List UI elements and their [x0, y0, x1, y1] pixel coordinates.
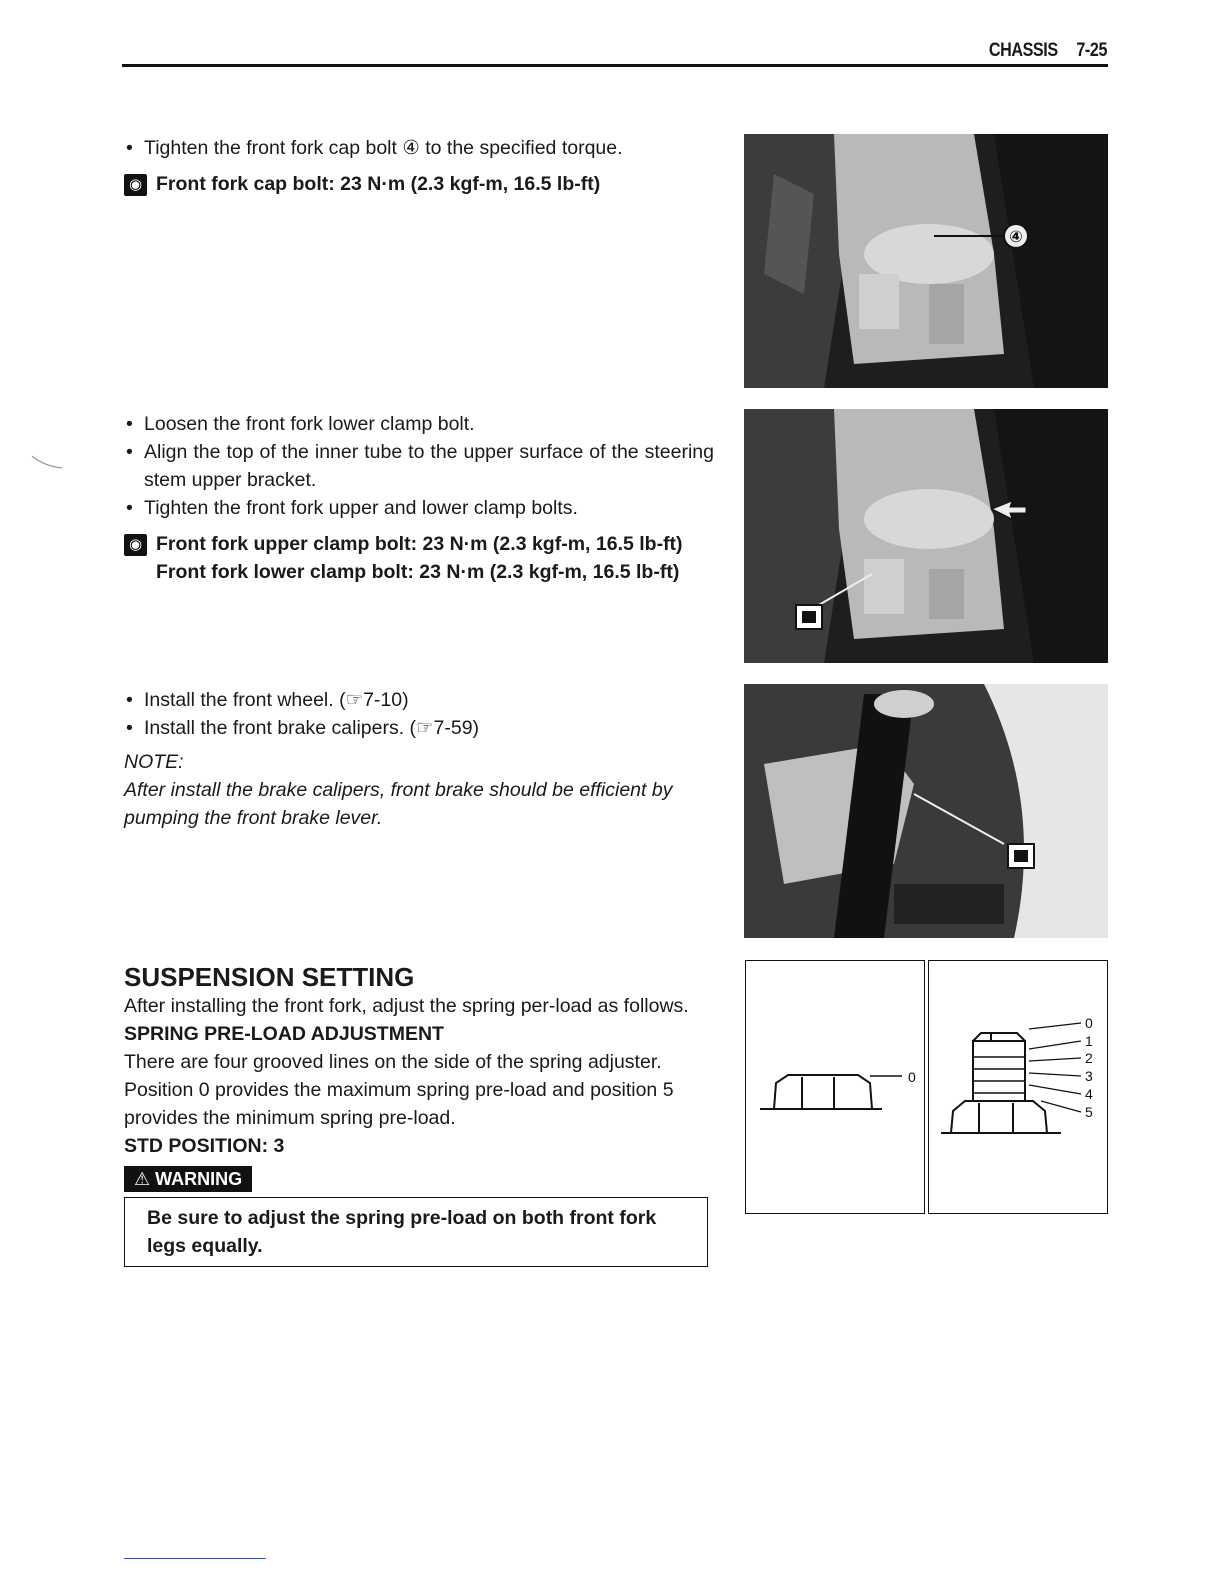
- body-text: There are four grooved lines on the side of the spring adjuster. Position 0 provides the maximum spring pre-load and position 5 provides the minimum spring pre-load.: [124, 1051, 674, 1129]
- std-position: STD POSITION: 3: [124, 1135, 285, 1157]
- groove-label: 0: [1085, 1015, 1093, 1031]
- groove-label: 5: [1085, 1104, 1093, 1120]
- suspension-section: [124, 962, 714, 1267]
- warning-tag: ⚠ WARNING: [124, 1166, 252, 1192]
- photo-fork-cap: [744, 134, 1108, 388]
- page-number: 7-25: [1076, 40, 1107, 61]
- footer-rule: [124, 1558, 266, 1559]
- groove-label: 3: [1085, 1068, 1093, 1084]
- step-wheel-install: [124, 686, 714, 832]
- photo-brake-caliper: [744, 684, 1108, 938]
- margin-mark: [30, 452, 70, 472]
- diagram-adjuster-grooves: [928, 960, 1108, 1214]
- torque-wrench-icon: ◉: [124, 174, 147, 196]
- warning-box: Be sure to adjust the spring pre-load on both front fork legs equally.: [124, 1197, 708, 1267]
- position-label: 0: [908, 1069, 916, 1085]
- torque-wrench-icon: ◉: [124, 534, 147, 556]
- note-text: After install the brake calipers, front brake should be efficient by pumping the front brake lever.: [124, 779, 673, 829]
- section-heading: SUSPENSION SETTING: [124, 962, 415, 992]
- groove-label: 2: [1085, 1050, 1093, 1066]
- photo-clamp-bolts: [744, 409, 1108, 663]
- list-item: • Align the top of the inner tube to the upper surface of the steering stem upper bracket.: [124, 438, 714, 494]
- list-item: • Tighten the front fork upper and lower clamp bolts.: [124, 494, 714, 522]
- subheading: SPRING PRE-LOAD ADJUSTMENT: [124, 1023, 444, 1045]
- section-title: CHASSIS: [988, 40, 1058, 61]
- page-header: [970, 40, 1107, 62]
- list-item: • Install the front wheel. (☞7-10): [124, 686, 714, 714]
- groove-label: 1: [1085, 1033, 1093, 1049]
- list-item: • Loosen the front fork lower clamp bolt.: [124, 410, 714, 438]
- step-clamp-bolts: [124, 410, 714, 586]
- groove-label: 4: [1085, 1086, 1093, 1102]
- list-item: • Tighten the front fork cap bolt ④ to the specified torque.: [124, 134, 714, 162]
- torque-spec: ◉ Front fork cap bolt: 23 N·m (2.3 kgf-m, 16.5 lb-ft): [124, 170, 714, 198]
- callout-4: ④: [1009, 227, 1023, 246]
- header-rule: [122, 64, 1108, 67]
- note-label: NOTE:: [124, 751, 184, 773]
- step-cap-bolt: [124, 134, 714, 198]
- diagram-adjuster-position-0: [745, 960, 925, 1214]
- intro-text: After installing the front fork, adjust the spring per-load as follows.: [124, 995, 689, 1017]
- torque-spec: ◉ Front fork upper clamp bolt: 23 N·m (2.3 kgf-m, 16.5 lb-ft) Front fork lower clamp bolt: 23 N·m (2.3 kgf-m, 16.5 lb-ft): [124, 530, 714, 586]
- list-item: • Install the front brake calipers. (☞7-59): [124, 714, 714, 742]
